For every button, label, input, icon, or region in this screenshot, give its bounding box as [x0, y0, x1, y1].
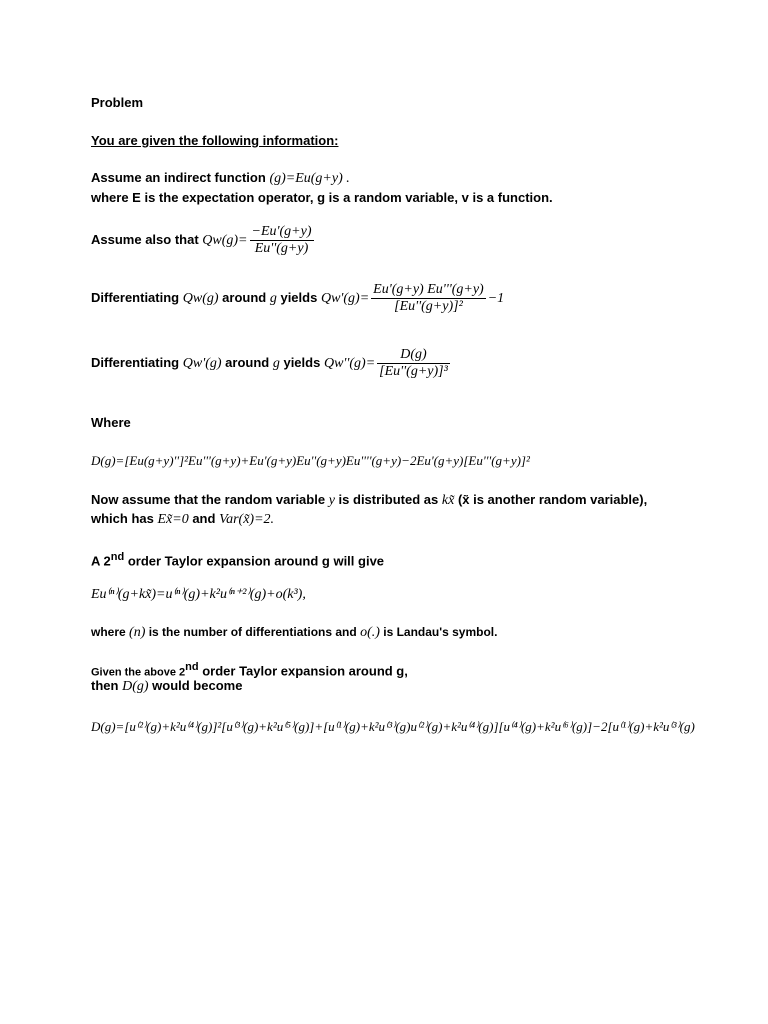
- diff2-lhs: Qw''(g)=: [323, 355, 376, 371]
- dist-as: is distributed as: [338, 492, 439, 507]
- diff2-q: Qw'(g): [182, 355, 222, 371]
- dist-lead: Now assume that the random variable: [91, 492, 326, 507]
- indirect-function-lead: Assume an indirect function: [91, 170, 266, 185]
- qw-numerator: −Eu'(g+y): [251, 224, 312, 239]
- indirect-function-formula: (g)=Eu(g+y) .: [269, 171, 350, 186]
- dist-which-has: which has: [91, 511, 154, 526]
- would-become-d: D(g): [122, 679, 149, 694]
- given-above-a: Given the above 2: [91, 666, 186, 679]
- dist-variance: Var(x̃)=2.: [219, 512, 275, 527]
- diff1-numerator: Eu'(g+y) Eu'''(g+y): [373, 282, 484, 297]
- problem-heading: Problem: [91, 95, 144, 110]
- diff1-after: −1: [487, 290, 505, 306]
- dist-kx: kx̃: [441, 493, 455, 508]
- diff1-yields: yields: [280, 289, 318, 305]
- diff1-fraction: [371, 282, 486, 315]
- qw-fraction: [250, 224, 314, 257]
- landau-end: is Landau's symbol.: [383, 625, 498, 639]
- paragraph-qw-definition: [91, 224, 316, 257]
- paragraph-would-become: [91, 678, 242, 695]
- diff1-lead: Differentiating: [91, 289, 180, 305]
- where-label: Where: [91, 415, 131, 430]
- paragraph-taylor-intro: [91, 549, 384, 569]
- dist-note: (x̃ is another random variable),: [457, 492, 648, 507]
- diff2-around: around: [225, 354, 270, 370]
- taylor-intro-b: order Taylor expansion around g will give: [127, 553, 385, 569]
- dist-expectation: Ex̃=0: [157, 512, 189, 527]
- intro-line: You are given the following information:: [91, 133, 339, 148]
- paragraph-distribution-line2: [91, 511, 274, 528]
- dist-and: and: [192, 511, 216, 526]
- taylor-formula: Eu⁽ⁿ⁾(g+kx̃)=u⁽ⁿ⁾(g)+k²u⁽ⁿ⁺²⁾(g)+o(k³),: [91, 587, 306, 602]
- diff2-lead: Differentiating: [91, 354, 180, 370]
- diff2-yields: yields: [283, 354, 321, 370]
- diff2-fraction: [377, 347, 450, 380]
- definitions-line: where E is the expectation operator, g is a random variable, v is a function.: [91, 190, 553, 205]
- would-become-end: would become: [152, 678, 243, 693]
- given-above-sup: nd: [185, 661, 199, 673]
- taylor-intro-sup: nd: [110, 551, 125, 563]
- paragraph-landau: [91, 624, 497, 641]
- diff1-lhs: Qw'(g)=: [320, 290, 370, 306]
- given-above-b: order Taylor expansion around g,: [202, 663, 408, 679]
- paragraph-distribution-line1: [91, 492, 647, 509]
- paragraph-first-derivative: [91, 282, 504, 315]
- would-become-then: then: [91, 678, 119, 693]
- d-formula: D(g)=[Eu(g+y)'']²Eu'''(g+y)+Eu'(g+y)Eu''(g+y)Eu''''(g+y)−2Eu'(g+y)[Eu'''(g+y)]²: [91, 453, 530, 468]
- dist-y: y: [328, 493, 335, 508]
- landau-where: where: [91, 625, 126, 639]
- diff2-numerator: D(g): [377, 347, 450, 364]
- final-d-formula: D(g)=[u⁽²⁾(g)+k²u⁽⁴⁾(g)]²[u⁽³⁾(g)+k²u⁽⁵⁾(g)]+[u⁽¹⁾(g)+k²u⁽³⁾(g)u⁽²⁾(g)+k²u⁽⁴⁾(g)][u⁽⁴⁾(g)+k²u⁽⁶⁾(g)]−2[u⁽¹⁾(g)+k²u⁽³⁾(g): [91, 719, 695, 734]
- qw-lead: Assume also that: [91, 231, 199, 247]
- landau-mid: is the number of differentiations and: [148, 625, 357, 639]
- diff1-g: g: [269, 290, 277, 306]
- paragraph-indirect-function: [91, 170, 350, 187]
- paragraph-second-derivative: [91, 347, 452, 380]
- qw-denominator: Eu''(g+y): [254, 241, 309, 256]
- diff2-denominator: [Eu''(g+y)]³: [379, 364, 448, 379]
- diff1-denominator: [Eu''(g+y)]²: [394, 299, 463, 314]
- landau-n: (n): [129, 625, 146, 640]
- diff1-q: Qw(g): [182, 290, 219, 306]
- qw-lhs: Qw(g)=: [202, 232, 248, 248]
- landau-o: o(.): [360, 625, 380, 640]
- taylor-intro-a: A 2: [91, 553, 111, 569]
- diff2-g: g: [272, 355, 280, 371]
- diff1-around: around: [222, 289, 267, 305]
